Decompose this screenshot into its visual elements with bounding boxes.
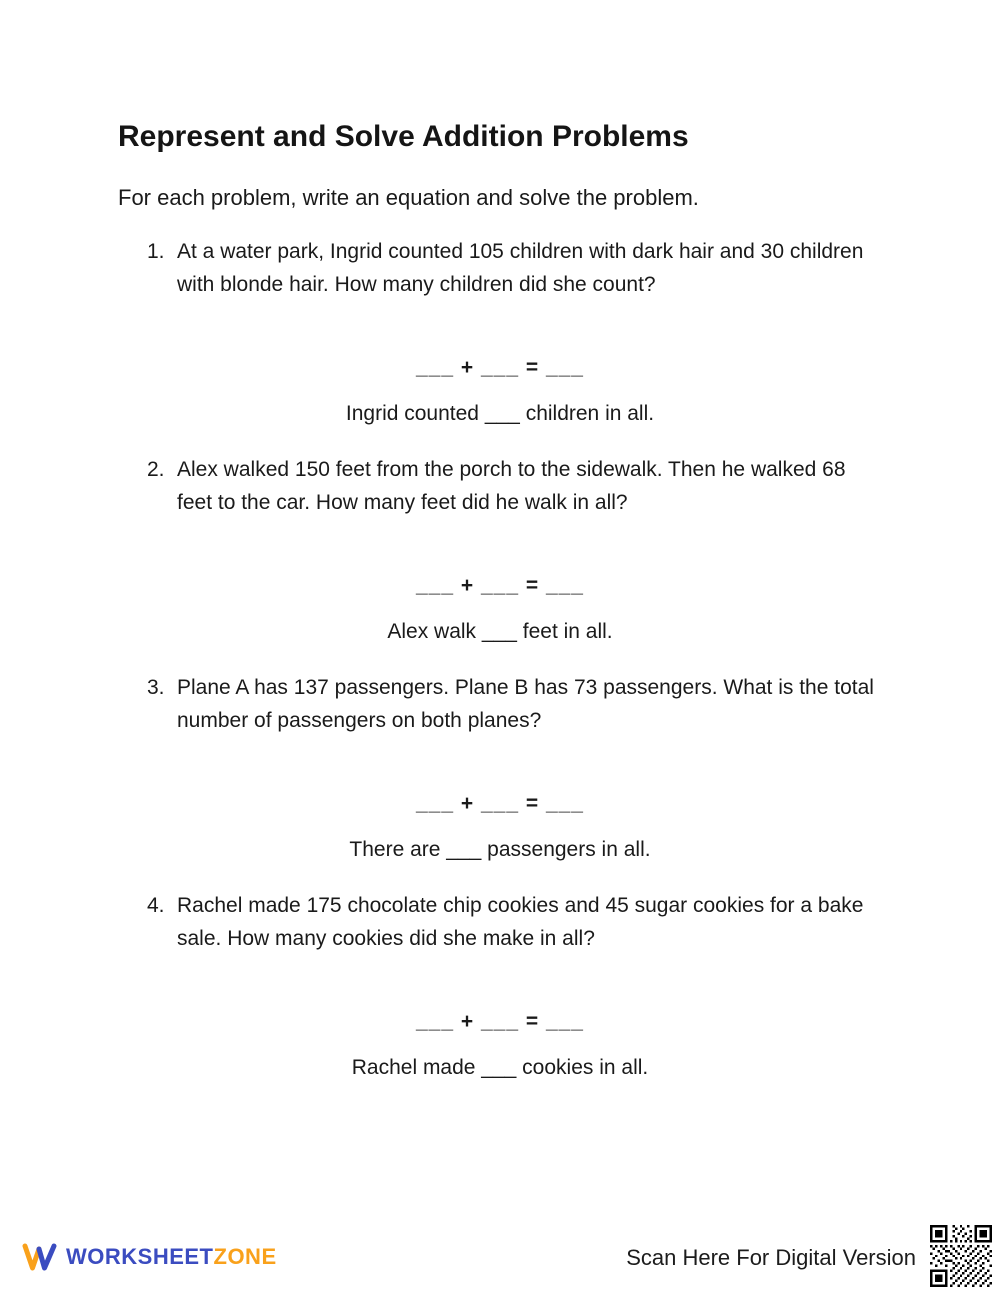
brand-wordmark [66,1244,277,1270]
problem-statement [118,453,882,519]
page-footer [22,1225,992,1287]
problem-number: 4. [147,893,165,917]
problem-text: Plane A has 137 passengers. Plane B has 73 passengers. What is the total number of passengers on both planes? [177,675,874,732]
instructions-text: For each problem, write an equation and solve the problem. [118,184,699,210]
answer-sentence: There are ___ passengers in all. [349,837,651,861]
problem-item-2 [118,453,882,647]
answer-sentence: Ingrid counted ___ children in all. [345,401,655,425]
qr-code-icon [930,1225,992,1287]
equation-blanks: ___ + ___ = ___ [416,1009,584,1033]
problem-text: Alex walked 150 feet from the porch to the sidewalk. Then he walked 68 feet to the car. How many feet did he walk in all? [177,457,846,514]
scan-section [626,1225,992,1287]
brand-name-worksheet: WORKSHEET [66,1244,214,1269]
problem-number: 2. [147,457,165,481]
equation-blanks: ___ + ___ = ___ [416,791,584,815]
equation-blanks: ___ + ___ = ___ [416,573,584,597]
problem-statement [118,889,882,955]
answer-sentence: Alex walk ___ feet in all. [387,619,613,643]
problem-statement [118,235,882,301]
problem-number: 3. [147,675,165,699]
worksheetzone-w-icon [22,1243,58,1271]
problem-number: 1. [147,239,165,263]
problem-item-1 [118,235,882,429]
worksheetzone-logo [22,1243,277,1271]
problem-statement [118,671,882,737]
answer-sentence: Rachel made ___ cookies in all. [351,1055,649,1079]
page-title: Represent and Solve Addition Problems [118,120,689,153]
brand-name-zone: ZONE [213,1244,277,1269]
problem-text: Rachel made 175 chocolate chip cookies and 45 sugar cookies for a bake sale. How many cookies did she make in all? [177,893,864,950]
equation-blanks: ___ + ___ = ___ [416,355,584,379]
problem-text: At a water park, Ingrid counted 105 children with dark hair and 30 children with blonde hair. How many children did she count? [177,239,864,296]
problem-item-4 [118,889,882,1083]
scan-label: Scan Here For Digital Version [626,1245,916,1270]
worksheet-page [118,120,882,1083]
problem-item-3 [118,671,882,865]
